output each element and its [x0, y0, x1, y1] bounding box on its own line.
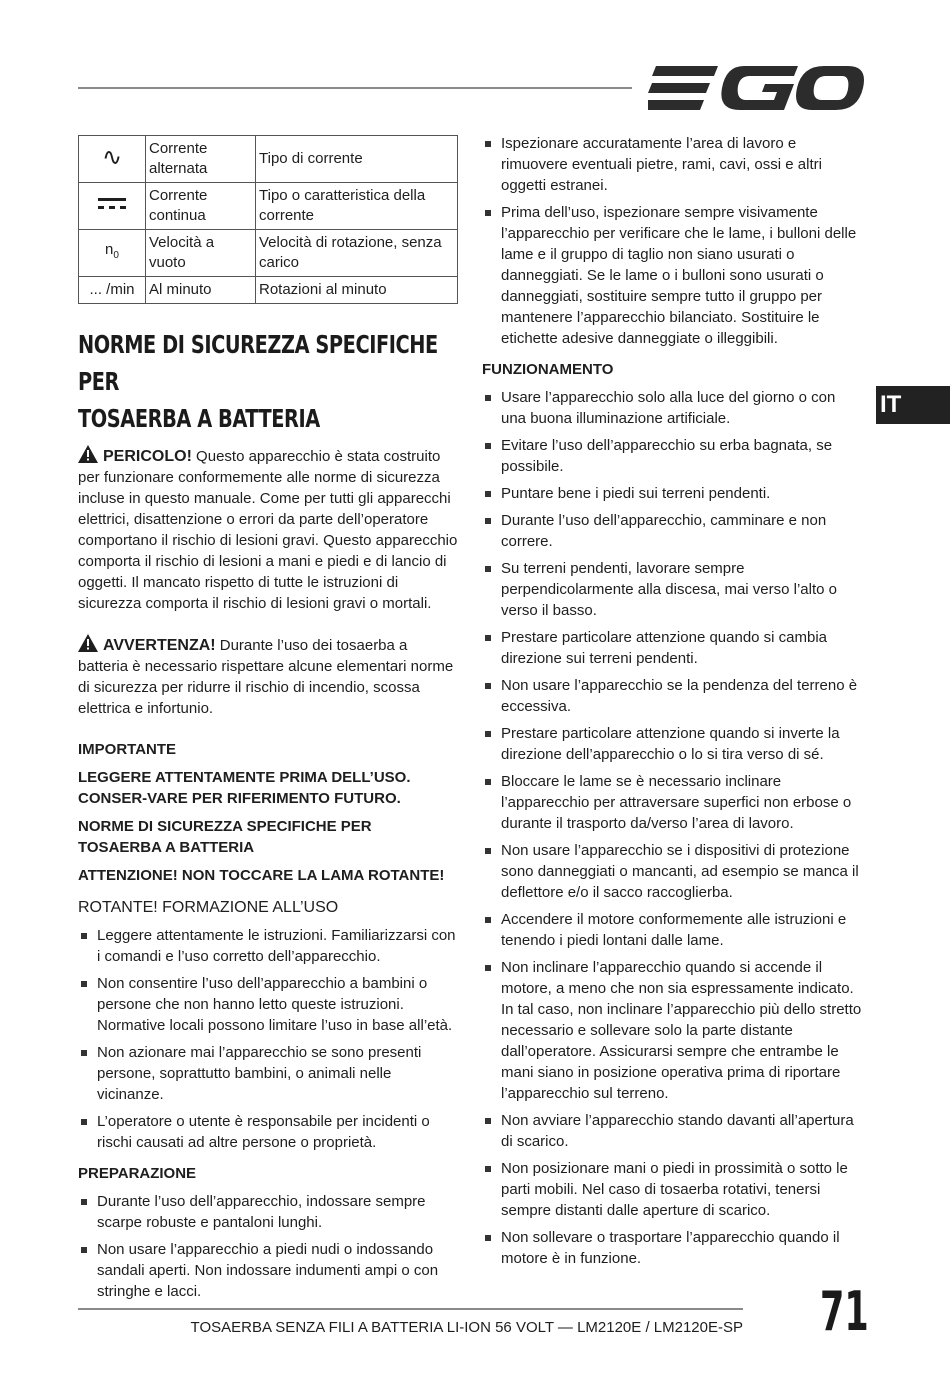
symbol-name: Velocità a vuoto	[146, 230, 256, 277]
left-column	[78, 135, 458, 1308]
symbol-name: Corrente alternata	[146, 136, 256, 183]
section-title-line1: NORME DI SICUREZZA SPECIFICHE PER	[78, 330, 438, 396]
table-row	[79, 183, 458, 230]
list-item: Puntare bene i piedi sui terreni pendenti.	[482, 483, 864, 504]
list-item: Non azionare mai l’apparecchio se sono presenti persone, soprattutto bambini, o animali nelle vicinanze.	[78, 1042, 458, 1105]
list-item: Su terreni pendenti, lavorare sempre perpendicolarmente alla discesa, mai verso l’alto o verso il basso.	[482, 558, 864, 621]
symbol-text: ... /min	[89, 281, 135, 298]
list-item: Ispezionare accuratamente l’area di lavoro e rimuovere eventuali pietre, rami, cavi, ossi e altri oggetti estranei.	[482, 133, 864, 196]
danger-text: Questo apparecchio è stata costruito per funzionare conformemente alle norme di sicurezza incluse in questo manuale. Come per tutti gli apparecchi elettrici, disattenzione o errori da parte dell’operatore comportano il rischio di lesioni gravi. Questo apparecchio comporta il rischio di lesioni a mani e piedi e di lancio di oggetti. Il mancato rispetto di tutte le istruzioni di sicurezza comporta il rischio di lesioni gravi o mortali.	[78, 448, 458, 612]
list-item: Non posizionare mani o piedi in prossimità o sotto le parti mobili. Nel caso di tosaerba rotativi, tenersi sempre distanti dalle aperture di scarico.	[482, 1158, 864, 1221]
list-item: Non consentire l’uso dell’apparecchio a bambini o persone che non hanno letto queste istruzioni. Normative locali possono limitare l’uso in base all’età.	[78, 973, 458, 1036]
table-row	[79, 230, 458, 277]
list-item: Prima dell’uso, ispezionare sempre visivamente l’apparecchio per verificare che le lame, i bulloni delle lame e il gruppo di taglio non siano usurati o danneggiati. Se le lame o i bulloni sono usurati o danneggiati, sostituire sempre tutto il gruppo per mantenere l’apparecchio bilanciato. Sostituire le etichette adesive danneggiate o illeggibili.	[482, 202, 864, 349]
section-title-line2: TOSAERBA A BATTERIA	[78, 404, 320, 433]
list-item: Durante l’uso dell’apparecchio, camminare e non correre.	[482, 510, 864, 552]
right-column	[482, 133, 864, 1275]
symbol-subscript: 0	[113, 250, 119, 261]
table-row	[79, 136, 458, 183]
symbol-cell	[79, 277, 146, 304]
warning-text: Durante l’uso dei tosaerba a batteria è necessario rispettare alcune elementari norme di sicurezza per ridurre il rischio di incendio, scossa elettrica e infortunio.	[78, 637, 454, 717]
symbol-cell	[79, 230, 146, 277]
table-row	[79, 277, 458, 304]
page-number: 71	[820, 1280, 869, 1343]
symbol-description: Rotazioni al minuto	[256, 277, 458, 304]
symbol-text: n	[105, 241, 114, 258]
caution-blade: ATTENZIONE! NON TOCCARE LA LAMA ROTANTE!	[78, 867, 445, 884]
preparation-list-continued	[482, 133, 864, 349]
warning-triangle-icon	[78, 634, 98, 652]
alternating-current-icon: ∿	[101, 143, 123, 171]
operation-heading: FUNZIONAMENTO	[482, 361, 614, 378]
header-rule	[78, 87, 632, 89]
direct-current-icon	[98, 198, 126, 210]
operation-list	[482, 387, 864, 1269]
list-item: Bloccare le lame se è necessario inclinare l’apparecchio per attraversare superfici non erbose o durante il trasporto da/verso l’area di lavoro.	[482, 771, 864, 834]
section-title	[78, 326, 456, 437]
training-list	[78, 925, 458, 1153]
symbol-table	[78, 135, 458, 304]
list-item: Prestare particolare attenzione quando si inverte la direzione dell’apparecchio o lo si tira verso di sé.	[482, 723, 864, 765]
list-item: Durante l’uso dell’apparecchio, indossare sempre scarpe robuste e pantaloni lunghi.	[78, 1191, 458, 1233]
danger-label: PERICOLO!	[103, 448, 192, 465]
symbol-name: Al minuto	[146, 277, 256, 304]
symbol-name: Corrente continua	[146, 183, 256, 230]
list-item: Non usare l’apparecchio se la pendenza del terreno è eccessiva.	[482, 675, 864, 717]
list-item: Non inclinare l’apparecchio quando si accende il motore, a meno che non sia espressamente indicato. In tal caso, non inclinare l’apparecchio più dello stretto necessario e sollevare solo la parte distante dall’operatore. Assicurarsi sempre che entrambe le mani siano in posizione operativa prima di riportare l’apparecchio sul terreno.	[482, 957, 864, 1104]
warning-paragraph	[78, 634, 458, 719]
list-item: Evitare l’uso dell’apparecchio su erba bagnata, se possibile.	[482, 435, 864, 477]
specific-rules-heading: NORME DI SICUREZZA SPECIFICHE PER TOSAERBA A BATTERIA	[78, 818, 372, 856]
symbol-cell	[79, 183, 146, 230]
preparation-heading: PREPARAZIONE	[78, 1165, 197, 1182]
symbol-description: Tipo di corrente	[256, 136, 458, 183]
footer-rule	[78, 1308, 743, 1310]
read-notice: LEGGERE ATTENTAMENTE PRIMA DELL’USO. CONSER-VARE PER RIFERIMENTO FUTURO.	[78, 769, 411, 807]
preparation-list	[78, 1191, 458, 1302]
list-item: Non usare l’apparecchio se i dispositivi di protezione sono danneggiati o mancanti, ad esempio se manca il deflettore e/o il sacco raccoglierba.	[482, 840, 864, 903]
list-item: Accendere il motore conformemente alle istruzioni e tenendo i piedi lontani dalle lame.	[482, 909, 864, 951]
warning-triangle-icon	[78, 445, 98, 463]
footer-text: TOSAERBA SENZA FILI A BATTERIA LI-ION 56 VOLT — LM2120E / LM2120E-SP	[190, 1319, 743, 1336]
list-item: Non sollevare o trasportare l’apparecchio quando il motore è in funzione.	[482, 1227, 864, 1269]
list-item: L’operatore o utente è responsabile per incidenti o rischi causati ad altre persone o proprietà.	[78, 1111, 458, 1153]
danger-paragraph	[78, 445, 458, 614]
symbol-cell	[79, 136, 146, 183]
list-item: Prestare particolare attenzione quando si cambia direzione sui terreni pendenti.	[482, 627, 864, 669]
training-heading: ROTANTE! FORMAZIONE ALL’USO	[78, 899, 339, 916]
list-item: Leggere attentamente le istruzioni. Familiarizzarsi con i comandi e l’uso corretto dell’apparecchio.	[78, 925, 458, 967]
important-heading: IMPORTANTE	[78, 741, 177, 758]
symbol-description: Tipo o caratteristica della corrente	[256, 183, 458, 230]
warning-label: AVVERTENZA!	[103, 637, 216, 654]
symbol-description: Velocità di rotazione, senza carico	[256, 230, 458, 277]
list-item: Non avviare l’apparecchio stando davanti all’apertura di scarico.	[482, 1110, 864, 1152]
ego-logo	[648, 62, 864, 114]
list-item: Non usare l’apparecchio a piedi nudi o indossando sandali aperti. Non indossare indumenti ampi o con stringhe e lacci.	[78, 1239, 458, 1302]
language-tab[interactable]: IT	[876, 386, 950, 424]
list-item: Usare l’apparecchio solo alla luce del giorno o con una buona illuminazione artificiale.	[482, 387, 864, 429]
